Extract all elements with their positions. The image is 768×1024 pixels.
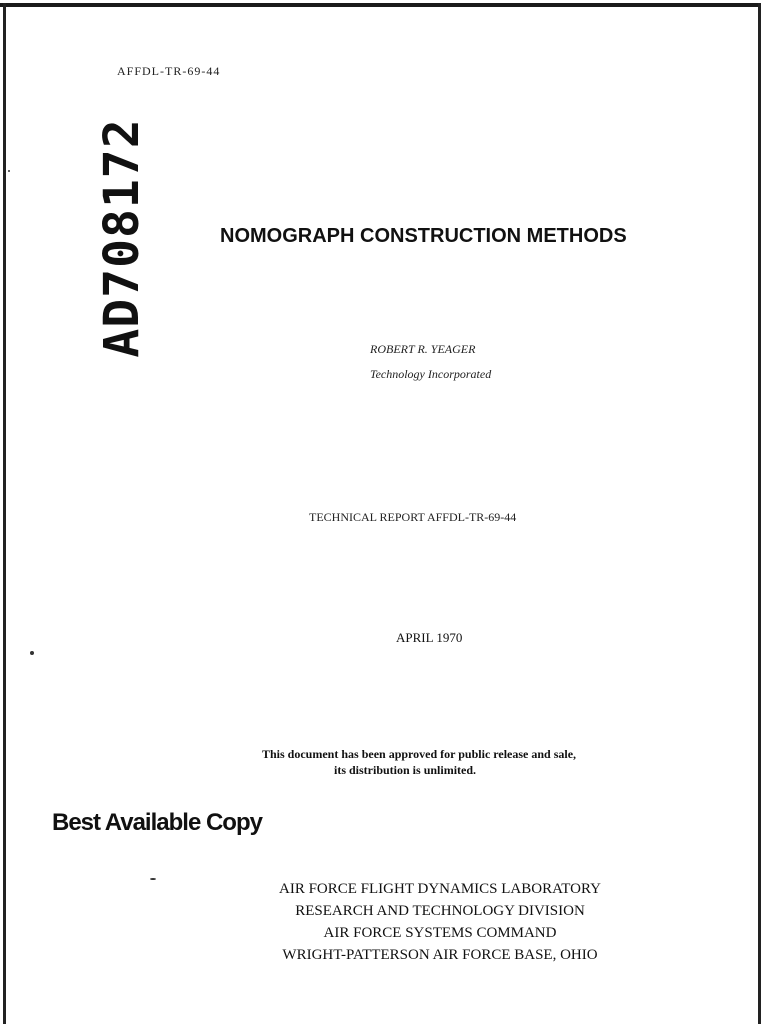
scan-speck (8, 170, 10, 172)
organization-block (230, 878, 650, 966)
accession-number: AD708172 (94, 118, 150, 358)
author-name: ROBERT R. YEAGER (370, 342, 476, 356)
distribution-line-1: This document has been approved for public release and sale, (262, 747, 577, 761)
scan-border-left (3, 3, 6, 1024)
technical-report-number: TECHNICAL REPORT AFFDL-TR-69-44 (309, 510, 517, 524)
report-code-top: AFFDL-TR-69-44 (117, 64, 221, 78)
scan-speck (30, 651, 34, 655)
publication-date: APRIL 1970 (396, 630, 463, 645)
scan-speck (150, 878, 156, 880)
organization-line: AIR FORCE SYSTEMS COMMAND (323, 925, 557, 941)
distribution-statement (262, 746, 576, 778)
distribution-line-2: its distribution is unlimited. (334, 763, 477, 777)
best-available-copy-stamp: Best Available Copy (52, 809, 262, 836)
organization-line: WRIGHT-PATTERSON AIR FORCE BASE, OHIO (282, 947, 598, 963)
scan-border-right (758, 3, 761, 1024)
organization-line: RESEARCH AND TECHNOLOGY DIVISION (295, 903, 585, 919)
document-title: NOMOGRAPH CONSTRUCTION METHODS (220, 225, 627, 247)
scan-border-top (0, 3, 760, 7)
author-affiliation: Technology Incorporated (370, 367, 492, 381)
organization-line: AIR FORCE FLIGHT DYNAMICS LABORATORY (279, 881, 601, 897)
